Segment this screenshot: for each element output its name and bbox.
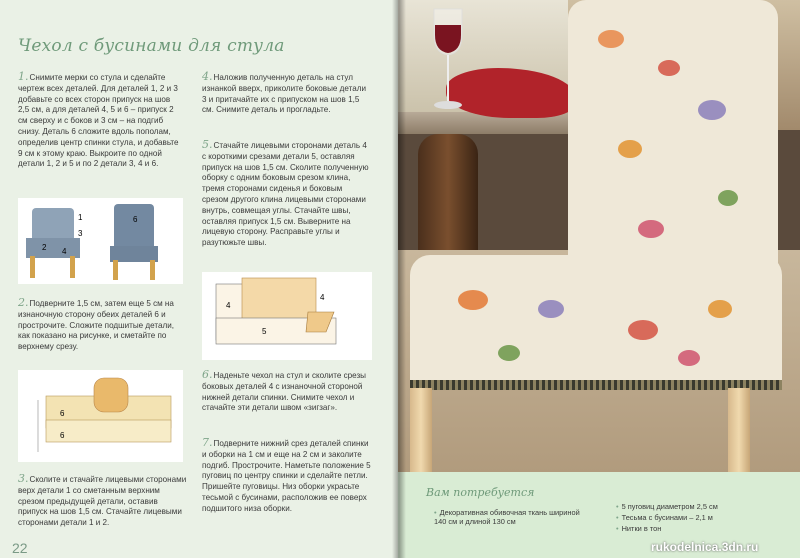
figure-frill-fold	[18, 370, 183, 462]
step-text: Наденьте чехол на стул и сколите срезы боковых деталей 4 с изнаночной стороной нижней детали спинки. Снимите чехол и стачайте эти детали швом «зигзаг».	[202, 371, 366, 413]
step-number: 2.	[18, 296, 29, 309]
step-text: Подверните нижний срез деталей спинки и оборки на 1 см и еще на 2 см и заколите подгиб. Прострочите. Наметьте положение 5 пуговиц по центру спинки и сделайте петли. Пришейте пуговицы. Низ оборки украсьте тесьмой с бусинами, расположив ее поверх подшитого низа оборки.	[202, 439, 371, 513]
fig-label: 2	[42, 243, 47, 252]
floral-motif	[598, 30, 624, 48]
chair-seat	[410, 255, 782, 385]
frill-fold-illustration	[18, 370, 183, 462]
fig-label: 4	[320, 293, 325, 302]
floral-motif	[638, 220, 664, 238]
materials-item: • 5 пуговиц диаметром 2,5 см	[616, 502, 718, 511]
floral-motif	[538, 300, 564, 318]
step-number: 1.	[18, 70, 29, 83]
floral-motif	[658, 60, 680, 76]
materials-item: • Тесьма с бусинами – 2,1 м	[616, 513, 713, 522]
step-text: Стачайте лицевыми сторонами деталь 4 с короткими срезами детали 5, оставляя припуск на шов 1,5 см. Сколите полученную оборку с одним боковым срезом клина, тремя сторонами сиденья и боковым срезом другого клина лицевыми сторонами внутрь, совмещая углы. Стачайте швы, оставляя припуск 1,5 см. Выверните на лицевую сторону. Расправьте углы и разутюжьте швы.	[202, 141, 369, 248]
step-3	[18, 474, 188, 529]
step-text: Сколите и стачайте лицевыми сторонами верх детали 1 со сметанным верхним срезом предыдущей детали, оставив припуск на шов 1,5 см. Стачайте лицевыми сторонами детали 1 и 2.	[18, 475, 187, 528]
fig-label: 6	[133, 215, 138, 224]
fig-label: 4	[226, 301, 231, 310]
step-5	[202, 140, 370, 249]
fig-label: 5	[262, 327, 267, 336]
floral-motif	[718, 190, 738, 206]
floral-motif	[498, 345, 520, 361]
fig-label: 6	[60, 409, 65, 418]
step-1	[18, 72, 180, 170]
floral-motif	[708, 300, 732, 318]
figure-seat-wedge	[202, 272, 372, 360]
book-gutter	[392, 0, 406, 558]
step-text: Наложив полученную деталь на стул изнанкой вверх, приколите боковые детали 3 и притачайте их с припуском на шов 1,5 см. Снимите деталь и прогладьте.	[202, 73, 366, 115]
step-number: 3.	[18, 472, 29, 485]
step-number: 7.	[202, 436, 213, 449]
materials-title: Вам потребуется	[426, 486, 535, 499]
fig-label: 1	[78, 213, 83, 222]
step-4	[202, 72, 370, 116]
chair-pattern-illustration	[18, 198, 183, 284]
seat-wedge-illustration	[202, 272, 372, 360]
floral-motif	[458, 290, 488, 310]
fig-label: 6	[60, 431, 65, 440]
step-2	[18, 298, 180, 353]
left-page	[0, 0, 398, 558]
floral-motif	[628, 320, 658, 340]
floral-motif	[618, 140, 642, 158]
figure-chair-patterns	[18, 198, 183, 284]
chair-leg-left	[410, 388, 432, 483]
floral-motif	[678, 350, 700, 366]
step-number: 4.	[202, 70, 213, 83]
fig-label: 4	[62, 247, 67, 256]
materials-item: • Декоративная обивочная ткань шириной 140 см и длиной 130 см	[434, 508, 580, 526]
materials-item: • Нитки в тон	[616, 524, 662, 533]
step-number: 5.	[202, 138, 213, 151]
step-6	[202, 370, 372, 414]
chair-leg-right	[728, 388, 750, 483]
step-text: Снимите мерки со стула и сделайте чертеж всех деталей. Для деталей 1, 2 и 3 добавьте со всех сторон припуск на шов 2,5 см, а для деталей 4, 5 и 6 – припуск 2 см сверху и с боков и 3 см – на подгиб снизу. Деталь 6 сложите вдоль пополам, определив центр спинки стула, и добавьте 9 см к этому краю. Выкроите по одной детали 1, 2 и 5 и по 2 детали 3, 4 и 6.	[18, 73, 179, 169]
wine-glass-icon	[430, 5, 466, 115]
right-page-photo	[398, 0, 800, 558]
beaded-trim	[410, 380, 782, 390]
page-number: 22	[12, 540, 28, 556]
step-text: Подверните 1,5 см, затем еще 5 см на изнаночную сторону обеих деталей 6 и прострочите. Сложите подшитые детали, как показано на рисунке, и сметайте по верхнему срезу.	[18, 299, 174, 352]
step-number: 6.	[202, 368, 213, 381]
floral-motif	[698, 100, 726, 120]
watermark: rukodelnica.3dn.ru	[651, 540, 759, 554]
page-title: Чехол с бусинами для стула	[18, 36, 285, 56]
step-7	[202, 438, 372, 515]
fig-label: 3	[78, 229, 83, 238]
